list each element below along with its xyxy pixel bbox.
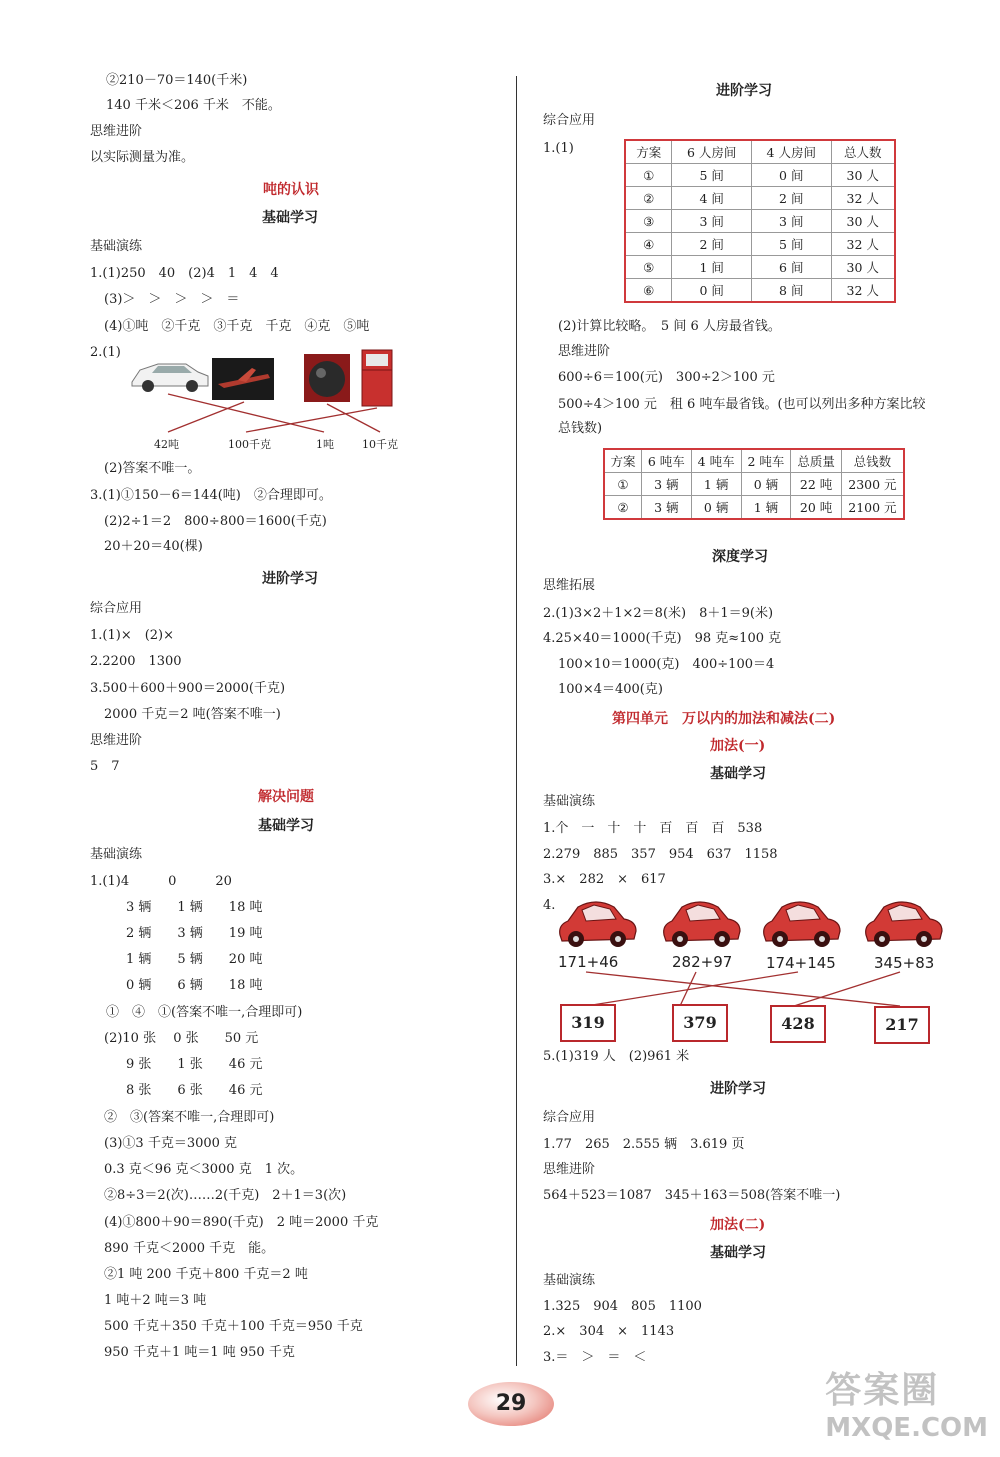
- text-line: ① ④ ①(答案不唯一,合理即可): [106, 1005, 303, 1020]
- table-cell: 20 吨: [791, 496, 841, 520]
- text-line: (4)①800＋90＝890(千克) 2 吨＝2000 千克: [104, 1215, 379, 1230]
- table-cell: 2 间: [672, 233, 752, 256]
- text-line: 3.500＋600＋900＝2000(千克): [90, 681, 286, 696]
- text-line: 2.(1)3×2＋1×2＝8(米) 8＋1＝9(米): [543, 606, 774, 621]
- table-header-cell: 4 吨车: [691, 449, 741, 473]
- text-line: 8 张 6 张 46 元: [126, 1083, 263, 1098]
- table-header-cell: 总钱数: [841, 449, 904, 473]
- text-line: 3.＝ ＞ ＝ ＜: [543, 1350, 647, 1365]
- car-icon: [560, 902, 636, 947]
- airplane-image: [212, 358, 274, 400]
- table-header-cell: 4 人房间: [751, 140, 831, 164]
- text-line: 3.(1)①150－6＝144(吨) ②合理即可。: [90, 488, 332, 503]
- table-cell: 3 辆: [641, 496, 691, 520]
- text-line: 1.个 一 十 十 百 百 百 538: [543, 821, 763, 836]
- table-cell: 0 辆: [741, 473, 791, 496]
- text-line: ②1 吨 200 千克＋800 千克＝2 吨: [104, 1267, 308, 1282]
- text-line: 综合应用: [90, 601, 143, 616]
- text-line: 564＋523＝1087 345＋163＝508(答案不唯一): [543, 1188, 841, 1203]
- table-row: [604, 473, 904, 496]
- table-header-cell: 6 吨车: [641, 449, 691, 473]
- text-line: ②210－70＝140(千米): [106, 73, 248, 88]
- text-line: 20＋20＝40(棵): [104, 539, 203, 554]
- car-expression: 282+97: [672, 953, 733, 971]
- table-cell: 0 间: [672, 279, 752, 303]
- text-line: 1.(1)× (2)×: [90, 628, 175, 643]
- text-line: 2 辆 3 辆 19 吨: [126, 926, 263, 941]
- subsection-title: 深度学习: [712, 549, 768, 565]
- text-line: ②8÷3＝2(次)……2(千克) 2＋1＝3(次): [104, 1188, 347, 1203]
- text-line: (3)①3 千克＝3000 克: [104, 1136, 238, 1151]
- text-line: 950 千克＋1 吨＝1 吨 950 千克: [104, 1345, 295, 1360]
- text-line: 100×4＝400(克): [558, 682, 663, 697]
- watermark-logo: 答案圈: [825, 1370, 940, 1411]
- section-title: 加法(二): [710, 1217, 766, 1233]
- unit-title: 第四单元 万以内的加法和减法(二): [612, 711, 836, 727]
- subsection-title: 基础学习: [258, 818, 314, 834]
- answer-box: 379: [672, 1004, 728, 1042]
- text-line: 5 7: [90, 759, 120, 774]
- text-line: 综合应用: [543, 113, 596, 128]
- table-cell: 1 辆: [691, 473, 741, 496]
- table-cell: 3 辆: [641, 473, 691, 496]
- table-cell: ①: [625, 164, 672, 187]
- text-line: 思维拓展: [543, 578, 596, 593]
- car-icon: [664, 902, 740, 947]
- match-label: 10千克: [362, 438, 398, 451]
- text-line: 0.3 克＜96 克＜3000 克 1 次。: [104, 1162, 304, 1177]
- text-line: (2)2÷1＝2 800÷800＝1600(千克): [104, 514, 327, 529]
- text-line: (2)计算比较略。 5 间 6 人房最省钱。: [558, 319, 781, 334]
- text-line: 2.× 304 × 1143: [543, 1324, 675, 1339]
- text-line: 1.77 265 2.555 辆 3.619 页: [543, 1137, 745, 1152]
- text-line: (4)①吨 ②千克 ③千克 千克 ④克 ⑤吨: [104, 319, 370, 334]
- watermark-url: MXQE.COM: [825, 1413, 988, 1443]
- section-title: 吨的认识: [263, 182, 319, 198]
- text-line: 2.2200 1300: [90, 654, 182, 669]
- text-line: 1 辆 5 辆 20 吨: [126, 952, 263, 967]
- table-cell: 30 人: [831, 210, 895, 233]
- text-line: 思维进阶: [90, 124, 143, 139]
- car-icon: [866, 902, 942, 947]
- table-row: [625, 187, 895, 210]
- subsection-title: 进阶学习: [716, 83, 772, 99]
- table-cell: 30 人: [831, 256, 895, 279]
- table-row: [625, 279, 895, 303]
- subsection-title: 基础学习: [710, 1245, 766, 1261]
- text-line: (2)答案不唯一。: [104, 461, 201, 476]
- text-line: 890 千克＜2000 千克 能。: [104, 1241, 275, 1256]
- table-cell: 3 间: [672, 210, 752, 233]
- table-cell: 2 间: [751, 187, 831, 210]
- text-line: 9 张 1 张 46 元: [126, 1057, 263, 1072]
- section-title: 加法(一): [710, 738, 766, 754]
- text-line: 1.(1): [543, 141, 574, 156]
- match-label: 100千克: [228, 438, 271, 451]
- text-line: 600÷6＝100(元) 300÷2＞100 元: [558, 370, 775, 385]
- table-row: [604, 496, 904, 520]
- table-row: [625, 233, 895, 256]
- text-line: 500÷4＞100 元 租 6 吨车最省钱。(也可以列出多种方案比较: [558, 397, 926, 412]
- text-line: 1.(1)4 0 20: [90, 874, 232, 889]
- ball-image: [304, 354, 350, 402]
- fridge-image: [362, 350, 392, 406]
- text-line: 1 吨＋2 吨＝3 吨: [104, 1293, 207, 1308]
- table-cell: 3 间: [751, 210, 831, 233]
- table-row: [625, 256, 895, 279]
- table-cell: 2100 元: [841, 496, 904, 520]
- car-icon: [764, 902, 840, 947]
- text-line: 2.(1): [90, 345, 121, 360]
- table-cell: 32 人: [831, 233, 895, 256]
- table-cell: 2300 元: [841, 473, 904, 496]
- table-cell: 0 辆: [691, 496, 741, 520]
- text-line: 总钱数): [558, 421, 603, 436]
- watermark: [825, 1362, 988, 1443]
- car-expression: 345+83: [874, 954, 935, 972]
- table-cell: ③: [625, 210, 672, 233]
- car-expression: 171+46: [558, 953, 619, 971]
- table-cell: 8 间: [751, 279, 831, 303]
- text-line: 0 辆 6 辆 18 吨: [126, 978, 263, 993]
- column-divider: [516, 76, 517, 1366]
- text-line: 思维进阶: [558, 344, 611, 359]
- table-row: [625, 164, 895, 187]
- text-line: 4.: [543, 898, 556, 913]
- match-label: 42吨: [154, 438, 179, 451]
- table-cell: ②: [625, 187, 672, 210]
- table-header-cell: 方案: [625, 140, 672, 164]
- subsection-title: 基础学习: [710, 766, 766, 782]
- table-cell: ⑥: [625, 279, 672, 303]
- answer-box: 319: [560, 1004, 616, 1042]
- table-cell: ②: [604, 496, 641, 520]
- subsection-title: 基础学习: [262, 210, 318, 226]
- table-row: [625, 210, 895, 233]
- table-cell: 5 间: [672, 164, 752, 187]
- table-cell: 1 辆: [741, 496, 791, 520]
- table-header-cell: 方案: [604, 449, 641, 473]
- table-header-row: [604, 449, 904, 473]
- table-cell: 32 人: [831, 279, 895, 303]
- cars-figure: [550, 895, 950, 955]
- text-line: 3.× 282 × 617: [543, 872, 666, 887]
- car-expression: 174+145: [766, 954, 836, 972]
- table-cell: ④: [625, 233, 672, 256]
- table-cell: 0 间: [751, 164, 831, 187]
- match-label: 1吨: [316, 438, 334, 451]
- text-line: 基础演练: [543, 794, 596, 809]
- table-cell: 32 人: [831, 187, 895, 210]
- text-line: (2)10 张 0 张 50 元: [104, 1031, 259, 1046]
- section-title: 解决问题: [258, 789, 314, 805]
- text-line: (3)＞ ＞ ＞ ＞ ＝: [104, 292, 240, 307]
- trucks-table: [603, 448, 905, 520]
- text-line: 5.(1)319 人 (2)961 米: [543, 1049, 690, 1064]
- answer-box: 428: [770, 1005, 826, 1043]
- text-line: 100×10＝1000(克) 400÷100＝4: [558, 657, 775, 672]
- table-cell: ⑤: [625, 256, 672, 279]
- subsection-title: 进阶学习: [262, 571, 318, 587]
- table-cell: 22 吨: [791, 473, 841, 496]
- table-header-cell: 总人数: [831, 140, 895, 164]
- text-line: 思维进阶: [543, 1162, 596, 1177]
- table-cell: 1 间: [672, 256, 752, 279]
- text-line: 2.279 885 357 954 637 1158: [543, 847, 778, 862]
- answer-box: 217: [874, 1006, 930, 1044]
- text-line: 3 辆 1 辆 18 吨: [126, 900, 263, 915]
- table-header-row: [625, 140, 895, 164]
- table-cell: 5 间: [751, 233, 831, 256]
- table-cell: 30 人: [831, 164, 895, 187]
- page-number: 29: [468, 1382, 554, 1426]
- car-image: [132, 364, 208, 392]
- text-line: 140 千米＜206 千米 不能。: [106, 98, 281, 113]
- text-line: 基础演练: [90, 239, 143, 254]
- rooms-table: [624, 139, 896, 303]
- text-line: 以实际测量为准。: [90, 150, 195, 165]
- text-line: 4.25×40＝1000(千克) 98 克≈100 克: [543, 631, 782, 646]
- table-cell: 6 间: [751, 256, 831, 279]
- subsection-title: 进阶学习: [710, 1081, 766, 1097]
- text-line: 2000 千克＝2 吨(答案不唯一): [104, 707, 281, 722]
- table-header-cell: 总质量: [791, 449, 841, 473]
- table-cell: 4 间: [672, 187, 752, 210]
- text-line: 1.(1)250 40 (2)4 1 4 4: [90, 266, 279, 281]
- text-line: 综合应用: [543, 1110, 596, 1125]
- table-header-cell: 2 吨车: [741, 449, 791, 473]
- table-cell: ①: [604, 473, 641, 496]
- table-header-cell: 6 人房间: [672, 140, 752, 164]
- text-line: 思维进阶: [90, 733, 143, 748]
- text-line: 1.325 904 805 1100: [543, 1299, 702, 1314]
- text-line: 基础演练: [543, 1273, 596, 1288]
- text-line: ② ③(答案不唯一,合理即可): [104, 1110, 275, 1125]
- text-line: 500 千克＋350 千克＋100 千克＝950 千克: [104, 1319, 363, 1334]
- text-line: 基础演练: [90, 847, 143, 862]
